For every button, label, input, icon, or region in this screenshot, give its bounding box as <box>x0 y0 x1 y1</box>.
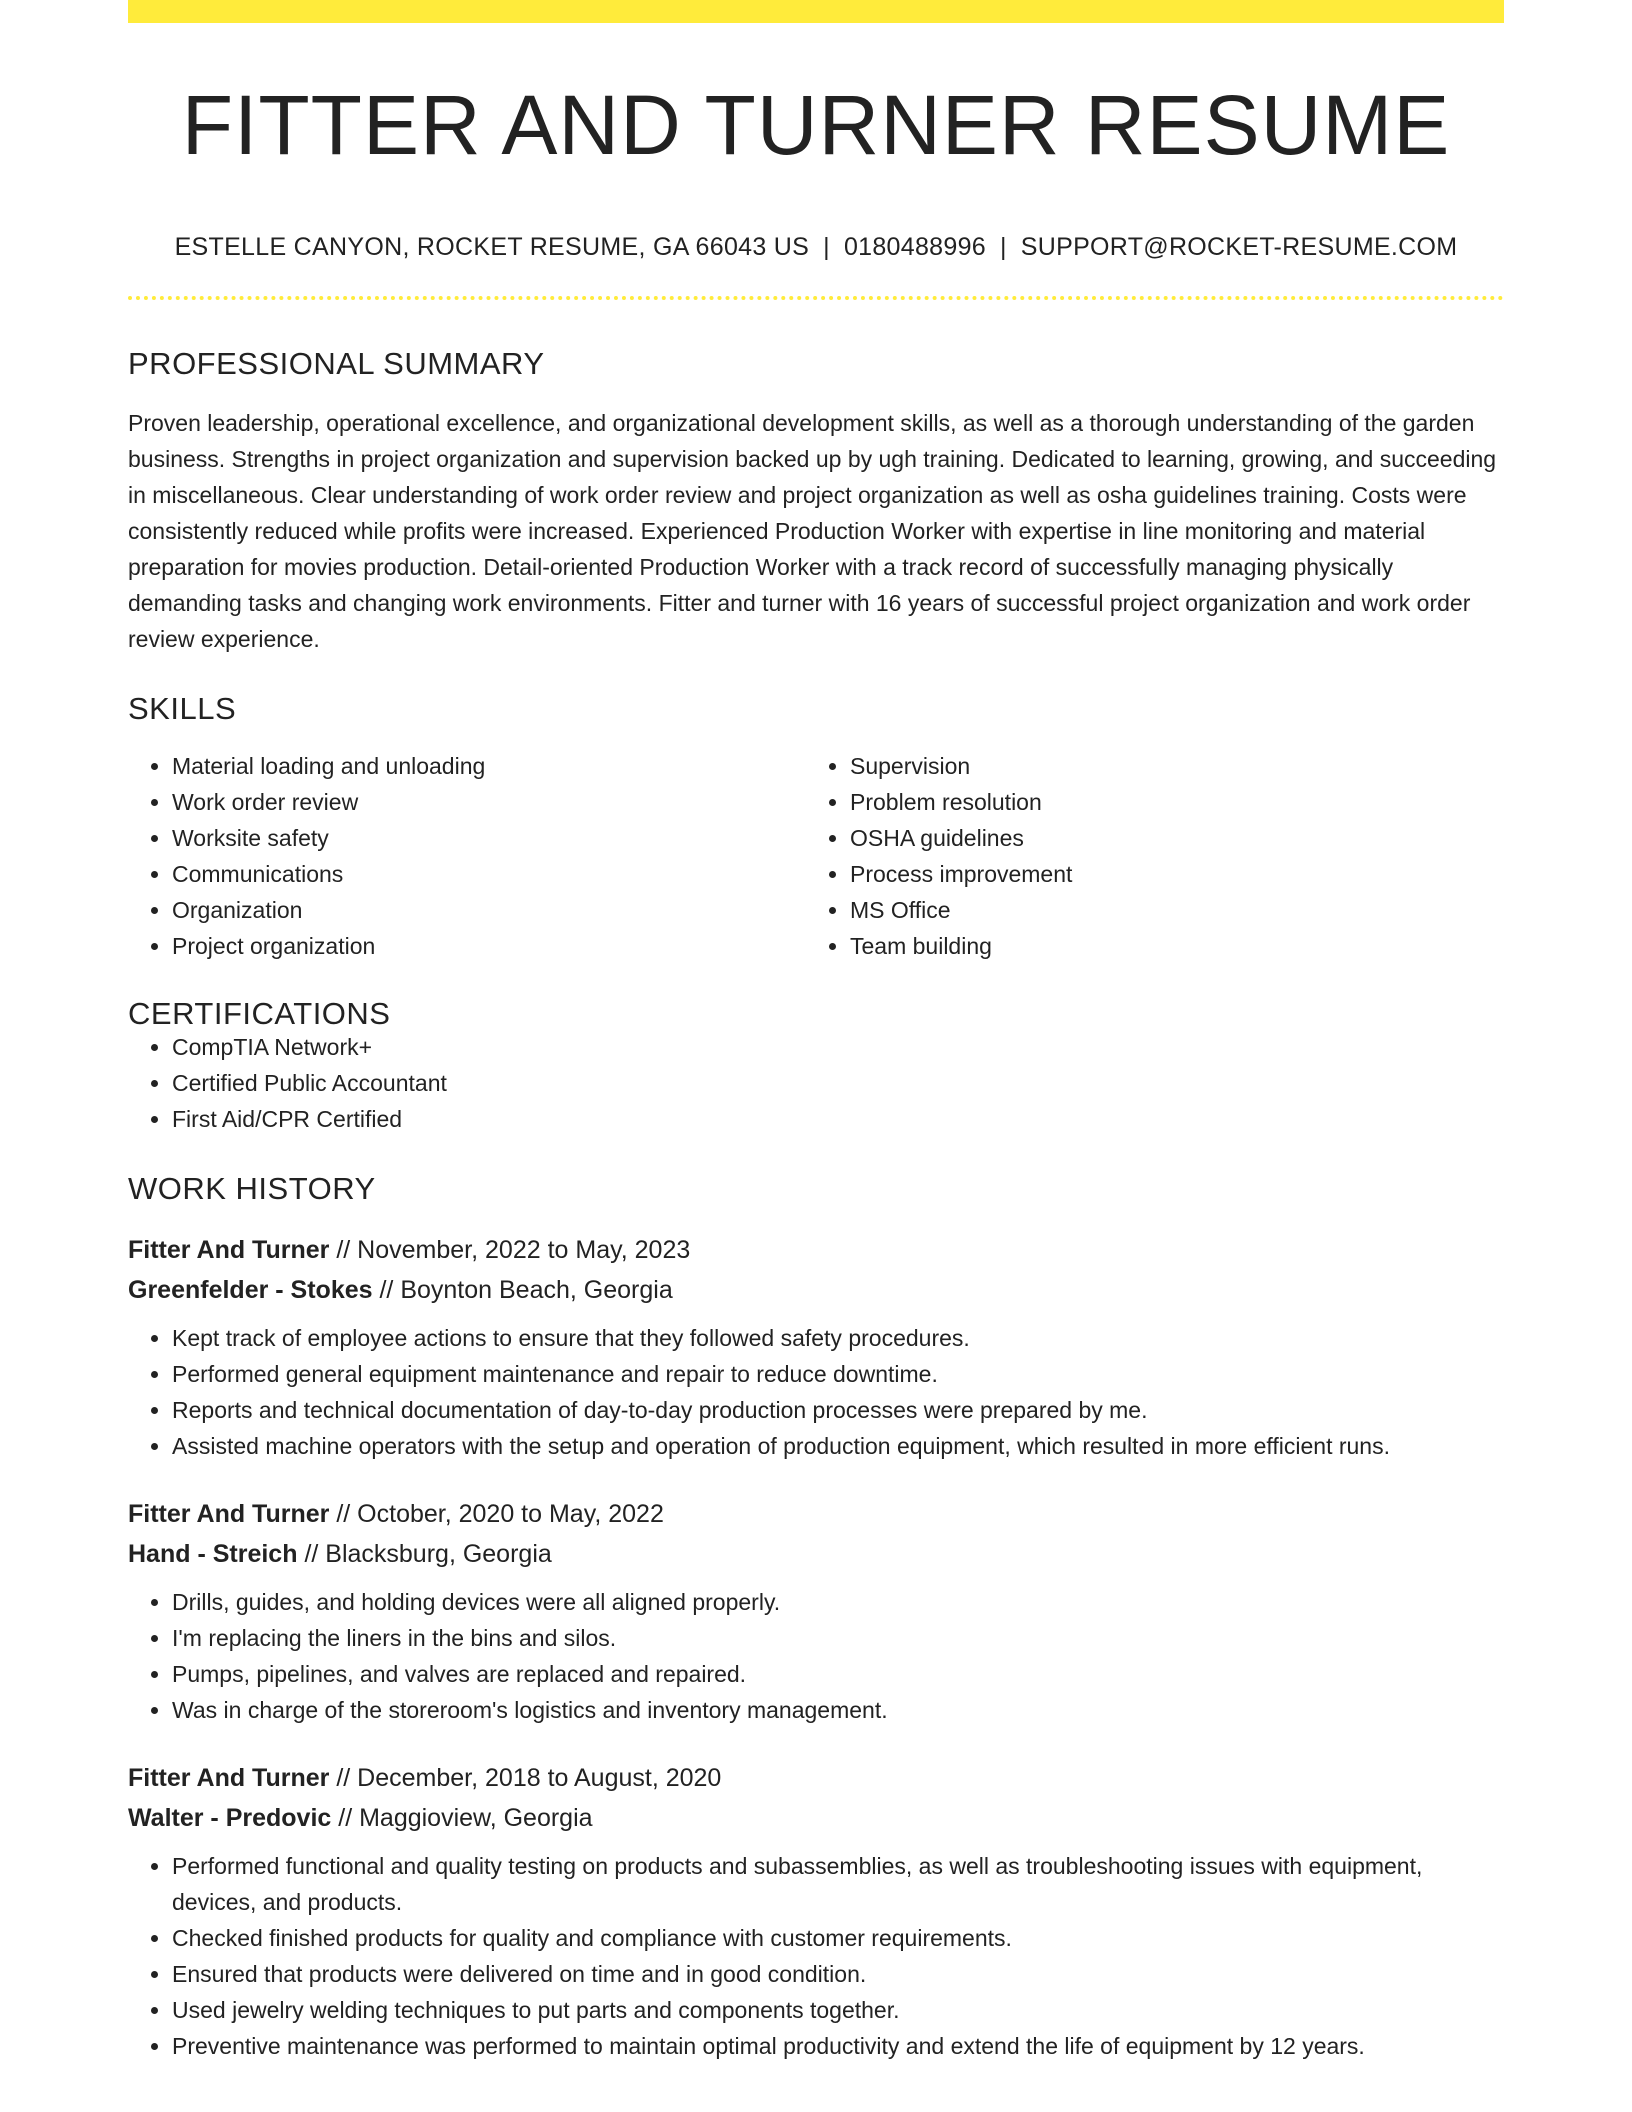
accent-top-bar <box>128 0 1504 23</box>
job-duty: • Assisted machine operators with the setup and operation of production equipment, which resulted in more efficient runs. <box>172 1428 1504 1464</box>
job-duty: • Performed general equipment maintenance and repair to reduce downtime. <box>172 1356 1504 1392</box>
job-entry <box>128 1494 1504 1728</box>
contact-line <box>128 233 1504 262</box>
certification-item: • First Aid/CPR Certified <box>172 1101 1504 1137</box>
summary-heading: PROFESSIONAL SUMMARY <box>128 346 545 381</box>
dotted-divider <box>128 296 1504 300</box>
skill-item: • Material loading and unloading <box>172 748 806 784</box>
certifications-list <box>128 1029 1504 1137</box>
job-duty: • Checked finished products for quality and compliance with customer requirements. <box>172 1920 1504 1956</box>
resume-page <box>128 0 1504 2064</box>
job-company-line <box>128 1798 1504 1838</box>
job-duty: • Preventive maintenance was performed to maintain optimal productivity and extend the life of equipment by 12 years. <box>172 2028 1504 2064</box>
skill-item: • Supervision <box>850 748 1484 784</box>
job-title-line <box>128 1494 1504 1534</box>
job-duty: • Reports and technical documentation of day-to-day production processes were prepared by me. <box>172 1392 1504 1428</box>
job-duty: • Pumps, pipelines, and valves are replaced and repaired. <box>172 1656 1504 1692</box>
certification-item: • Certified Public Accountant <box>172 1065 1504 1101</box>
job-duty: • Drills, guides, and holding devices were all aligned properly. <box>172 1584 1504 1620</box>
job-duty: • Performed functional and quality testing on products and subassemblies, as well as troubleshooting issues with equipment, devices, and products. <box>172 1848 1504 1920</box>
skill-item: • Worksite safety <box>172 820 806 856</box>
skills-column-right <box>806 748 1484 964</box>
contact-phone: 0180488996 <box>843 233 986 261</box>
summary-text: Proven leadership, operational excellence, and organizational development skills, as well as a thorough understanding of the garden business. Strengths in project organization and supervision backed up by ugh training. Dedicated to learning, growing, and succeeding in miscellaneous. Clear understanding of work order review and project organization as well as osha guidelines training. Costs were consistently reduced while profits were increased. Experienced Production Worker with expertise in line monitoring and material preparation for movies production. Detail-oriented Production Worker with a track record of successfully managing physically demanding tasks and changing work environments. Fitter and turner with 16 years of successful project organization and work order review experience. <box>128 410 1497 652</box>
job-dates: // December, 2018 to August, 2020 <box>336 1764 722 1792</box>
contact-address: ESTELLE CANYON, ROCKET RESUME, GA 66043 US <box>174 233 810 261</box>
job-dates: // October, 2020 to May, 2022 <box>336 1500 664 1528</box>
skill-item: • Team building <box>850 928 1484 964</box>
job-title: Fitter And Turner <box>128 1500 330 1528</box>
resume-title: FITTER AND TURNER RESUME <box>181 78 1451 172</box>
job-location: // Boynton Beach, Georgia <box>379 1276 673 1304</box>
job-title: Fitter And Turner <box>128 1764 330 1792</box>
job-duty: • Ensured that products were delivered on time and in good condition. <box>172 1956 1504 1992</box>
job-duties-list <box>128 1320 1504 1464</box>
job-entry <box>128 1230 1504 1464</box>
job-location: // Maggioview, Georgia <box>338 1804 593 1832</box>
contact-separator: | <box>999 233 1007 261</box>
job-company-line <box>128 1270 1504 1310</box>
skill-item: • MS Office <box>850 892 1484 928</box>
skill-item: • Communications <box>172 856 806 892</box>
job-title-line <box>128 1230 1504 1270</box>
job-company: Walter - Predovic <box>128 1804 332 1832</box>
skill-item: • Problem resolution <box>850 784 1484 820</box>
job-title: Fitter And Turner <box>128 1236 330 1264</box>
job-entry <box>128 1758 1504 2064</box>
job-location: // Blacksburg, Georgia <box>304 1540 552 1568</box>
job-duties-list <box>128 1584 1504 1728</box>
skill-item: • Organization <box>172 892 806 928</box>
skill-item: • Project organization <box>172 928 806 964</box>
certification-item: • CompTIA Network+ <box>172 1029 1504 1065</box>
job-company-line <box>128 1534 1504 1574</box>
job-duties-list <box>128 1848 1504 2064</box>
skills-heading: SKILLS <box>128 691 237 726</box>
job-company: Hand - Streich <box>128 1540 298 1568</box>
job-duty: • Used jewelry welding techniques to put parts and components together. <box>172 1992 1504 2028</box>
contact-separator: | <box>823 233 830 261</box>
job-duty: • I'm replacing the liners in the bins and silos. <box>172 1620 1504 1656</box>
job-duty: • Kept track of employee actions to ensure that they followed safety procedures. <box>172 1320 1504 1356</box>
certifications-heading: CERTIFICATIONS <box>128 996 391 1031</box>
work-history-heading: WORK HISTORY <box>128 1171 376 1206</box>
job-title-line <box>128 1758 1504 1798</box>
skills-column-left <box>128 748 806 964</box>
contact-email[interactable]: SUPPORT@ROCKET-RESUME.COM <box>1020 233 1458 261</box>
job-dates: // November, 2022 to May, 2023 <box>336 1236 691 1264</box>
skill-item: • OSHA guidelines <box>850 820 1484 856</box>
skills-list-right <box>850 748 1484 964</box>
job-duty: • Was in charge of the storeroom's logistics and inventory management. <box>172 1692 1504 1728</box>
skill-item: • Work order review <box>172 784 806 820</box>
job-company: Greenfelder - Stokes <box>128 1276 373 1304</box>
skills-list-left <box>172 748 806 964</box>
skill-item: • Process improvement <box>850 856 1484 892</box>
skills-grid <box>128 748 1504 964</box>
